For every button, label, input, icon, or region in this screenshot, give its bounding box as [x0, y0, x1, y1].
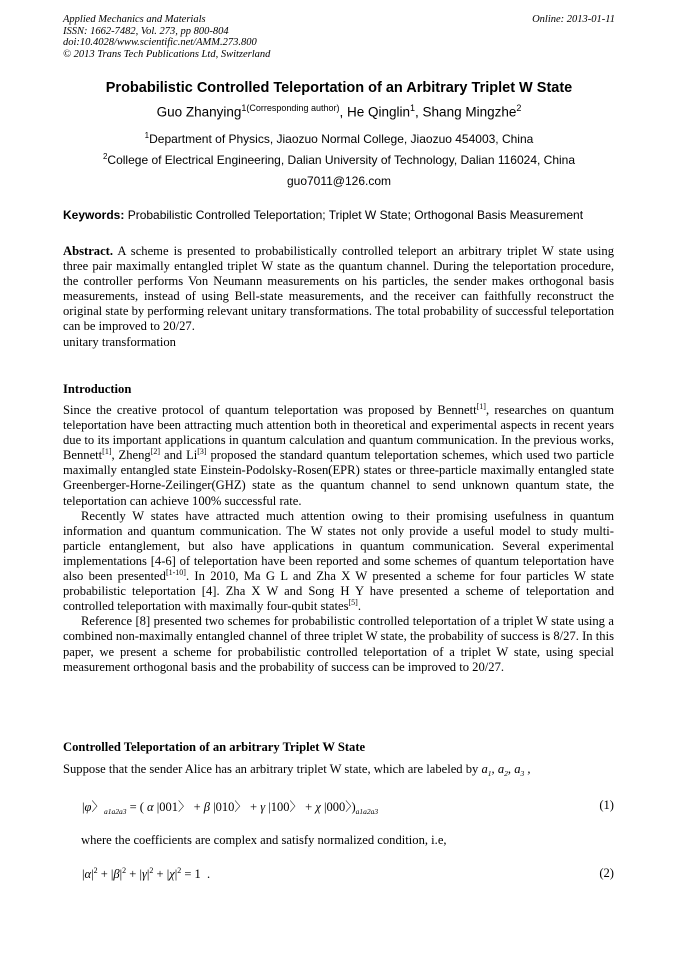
journal-name: Applied Mechanics and Materials [63, 14, 206, 25]
author-name: Shang Mingzhe [422, 104, 517, 120]
intro-body [63, 403, 614, 675]
equation-number: (2) [599, 866, 614, 880]
equation-number: (1) [599, 798, 614, 812]
keywords [63, 208, 623, 222]
intro-paragraph-3: Reference [8] presented two schemes for probabilistic controlled teleportation of a triplet W state using a combined non-maximally entangled channel of three triplet W state, the probability of success is 8/27. In this paper, we present a scheme for probabilistic controlled teleportation of a triplet W state, using special measurement orthogonal basis and the probability of success can be improved to 20/27. [63, 614, 614, 674]
online-date: Online: 2013-01-11 [532, 14, 615, 25]
particle-labels: $a_1$, $a_2$, $a_3$ , [481, 762, 531, 778]
intro-paragraph-1: Since the creative protocol of quantum teleportation was proposed by Bennett[1], researches on quantum teleportation have been attracting much attention both in theoretical and experimental aspects in recent years due to its important applications in quantum calculation and quantum communication. In the previous works, Bennett[1], Zheng[2] and Li[3] proposed the standard quantum teleportation schemes, which used two particle maximally entangled state Einstein-Podolsky-Rosen(EPR) states or three-particle maximally entangled state Greenberger-Horne-Zeilinger(GHZ) state as the quantum channel to send unknown quantum state, the teleportation can achieve 100% successful rate. [63, 402, 614, 508]
author-name: Guo Zhanying [156, 104, 242, 120]
affiliation-1 [0, 131, 678, 146]
abstract-label: Abstract. [63, 244, 114, 258]
citation: [3] [197, 447, 207, 457]
abstract-text: A scheme is presented to probabilistically controlled teleport an arbitrary triplet W state using three pair maximally entangled triplet W state as the quantum channel. During the teleportation procedure, the controller performs Von Neumann measurements on his particles, the sender makes orthogonal basis measurements, instead of using Bell-state measurements, and the receiver can faithfully reconstruct the original state by performing relevant unitary transformations. The total probability of successful teleportation can be improved to 20/27. [63, 244, 614, 334]
equation-2: $|\alpha|^2 + |\beta|^2 + |\gamma|^2 + |\chi|^2 = 1$ . [82, 866, 211, 882]
citation: [1] [102, 447, 112, 457]
section-paragraph-2: where the coefficients are complex and satisfy normalized condition, i.e, [81, 833, 447, 847]
affiliation-mark: 1 [144, 131, 150, 140]
author-line: Guo Zhanying$^{1(Corresponding author)}$, He Qinglin$^1$, Shang Mingzhe$^2$ [156, 103, 522, 120]
journal-doi: doi:10.4028/www.scientific.net/AMM.273.800 [63, 37, 257, 48]
affiliation-mark: 2 [102, 152, 108, 161]
citation: [5] [348, 598, 358, 608]
journal-copyright: © 2013 Trans Tech Publications Ltd, Switzerland [63, 48, 271, 60]
equation-1: |φ〉$_{a1a2a3}$ = ( α |001〉 + β |010〉 + γ |100〉 + χ |000〉)$_{a1a2a3}$ [82, 800, 379, 816]
author-affiliation-mark: 1(Corresponding author) [241, 103, 340, 113]
citation: [1-10] [165, 568, 186, 578]
citation: [1] [476, 402, 486, 411]
abstract-tail: unitary transformation [63, 334, 176, 349]
abstract [63, 244, 614, 350]
journal-header [63, 14, 615, 60]
section-paragraph-1: Suppose that the sender Alice has an arbitrary triplet W state, which are labeled by $a_1$, $a_2$, $a_3$ , [63, 762, 531, 778]
paper-title: Probabilistic Controlled Teleportation of an Arbitrary Triplet W State [105, 80, 573, 96]
section-heading: Controlled Teleportation of an arbitrary Triplet W State [63, 740, 366, 754]
intro-paragraph-2: Recently W states have attracted much attention owing to their promising usefulness in quantum information and quantum communication. The W states not only provide a useful model to study multi-particle entanglement, but also have applications in quantum communication. Several experimental implementations [4-6] of teleportation have been reported and some schemes of quantum teleportation have also been presented[1-10]. In 2010, Ma G L and Zha X W presented a scheme for four particles W state probabilistic teleportation [4]. Zha X W and Song H Y have presented a scheme of teleportation and controlled teleportation with maximally four-qubit states[5]. [63, 508, 614, 614]
journal-issn: ISSN: 1662-7482, Vol. 273, pp 800-804 [63, 25, 229, 37]
affiliation-2 [0, 152, 678, 167]
keywords-text: Probabilistic Controlled Teleportation; Triplet W State; Orthogonal Basis Measurement [124, 208, 584, 222]
keywords-label: Keywords: [63, 208, 125, 222]
author-affiliation-mark: 2 [516, 103, 522, 113]
author-affiliation-mark: 1 [410, 103, 416, 113]
intro-heading: Introduction [63, 382, 132, 396]
author-name: He Qinglin [346, 104, 411, 120]
author-email: guo7011@126.com [286, 174, 392, 188]
citation: [2] [150, 447, 161, 457]
affiliation-text: College of Electrical Engineering, Dalian University of Technology, Dalian 116024, China [107, 153, 576, 167]
affiliation-text: Department of Physics, Jiaozuo Normal College, Jiaozuo 454003, China [149, 132, 534, 146]
